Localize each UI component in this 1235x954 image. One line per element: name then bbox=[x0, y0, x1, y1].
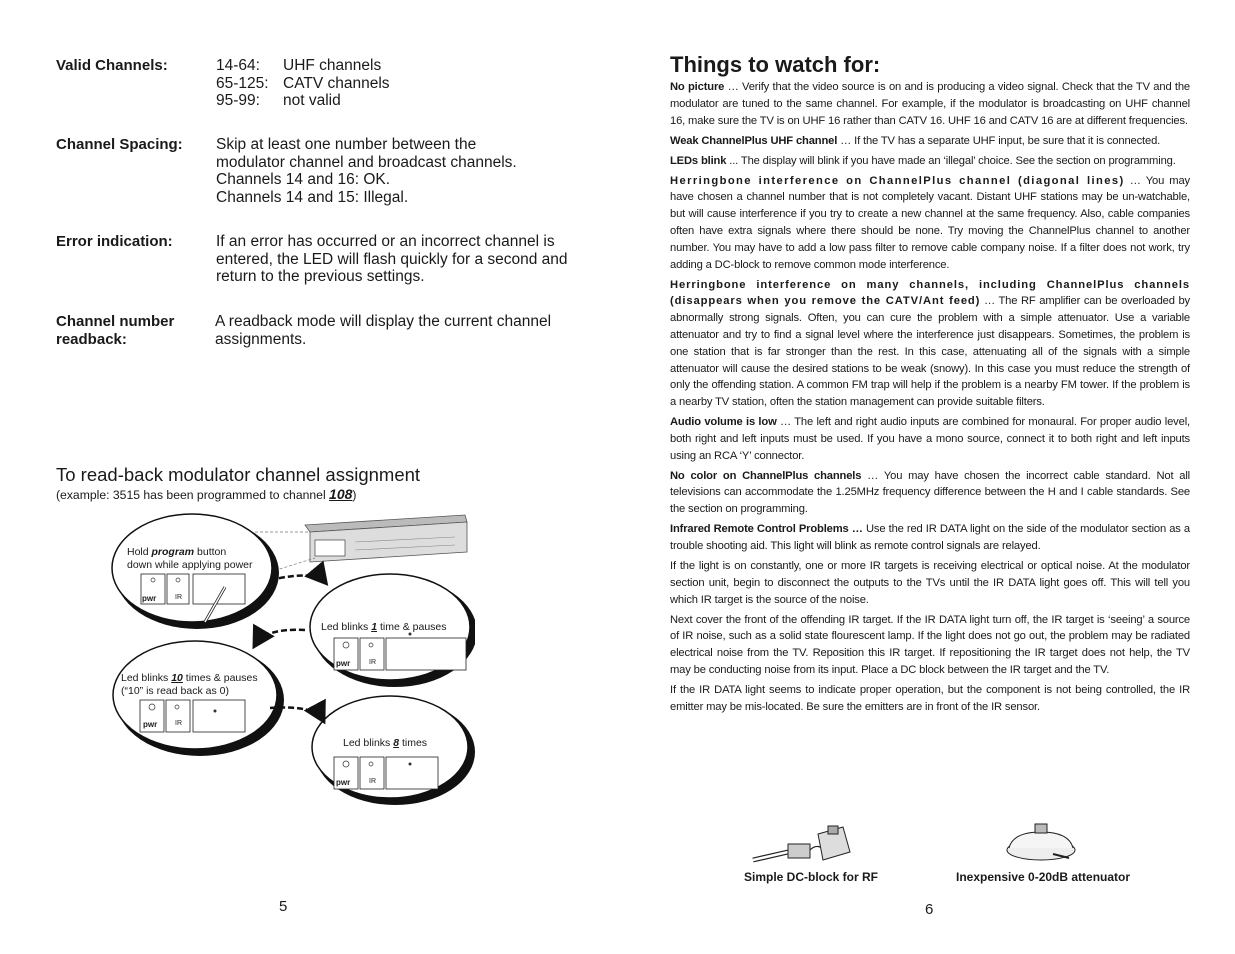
readback-section-title: To read-back modulator channel assignment bbox=[56, 464, 421, 485]
ir-label: IR bbox=[175, 720, 182, 727]
pwr-label: pwr bbox=[336, 778, 351, 787]
troubleshooting-paragraph: No picture … Verify that the video source is on and is producing a video signal. Check that the TV and the modulator are tuned to the same channel. For example, if the modulator is broadcasting on UHF channel 16, make sure the TV is on UHF 16 rather than CATV 16. UHF 16 and CATV 16 are at different frequencies. bbox=[670, 81, 1190, 127]
channel-spacing-label: Channel Spacing: bbox=[56, 136, 183, 153]
step4-text: Led blinks 8 times bbox=[343, 737, 428, 749]
ir-label: IR bbox=[175, 594, 182, 601]
step3-text: Led blinks 10 times & pauses (“10” is read back as 0) bbox=[121, 672, 258, 697]
troubleshooting-paragraph: Infrared Remote Control Problems … Use the red IR DATA light on the side of the modulator section as a trouble shooting aid. This light will blink as remote control signals are relayed. bbox=[670, 523, 1190, 553]
page-number-right: 6 bbox=[925, 901, 934, 918]
troubleshooting-paragraph: Herringbone interference on many channels, including ChannelPlus channels (disappears when you remove the CATV/Ant feed) … The RF amplifier can be overloaded by abnormally strong signals. Often, you can cure the problem with a simple attenuator. Use a variable attenuator and try to find a signal level where the interference just disappears. Sometimes, the problem is one station that is far stronger than the rest. In this case, attenuating all of the signals with a simple attenuator will cause the desired stations to be weak (snowy). In this case you must reduce the strength of only the offending station. A common FM trap will help if the problem is a nearby FM tower. If the problem is a nearby TV station, often the station management can provide suitable filters. bbox=[670, 278, 1190, 409]
troubleshooting-paragraph: No color on ChannelPlus channels … You may have chosen the incorrect cable standard. Not all televisions can accommodate the 1.25MHz frequency difference between the H and I cable standards. See the section on programming. bbox=[670, 469, 1190, 516]
troubleshooting-paragraphs bbox=[670, 79, 1190, 716]
page-number-left: 5 bbox=[279, 898, 288, 915]
troubleshooting-paragraph: Weak ChannelPlus UHF channel … If the TV has a separate UHF input, be sure that it is connected. bbox=[670, 134, 1161, 147]
ir-label: IR bbox=[369, 659, 376, 666]
attenuator-caption: Inexpensive 0-20dB attenuator bbox=[956, 870, 1131, 884]
dc-block-illustration bbox=[748, 822, 858, 870]
step2-text: Led blinks 1 time & pauses bbox=[321, 621, 447, 633]
readback-label: Channel number readback: bbox=[56, 313, 175, 348]
troubleshooting-paragraph: LEDs blink ... The display will blink if you have made an ‘illegal’ choice. See the section on programming. bbox=[670, 154, 1176, 167]
channel-row: 14-64: UHF channels bbox=[216, 57, 382, 74]
page-title: Things to watch for: bbox=[670, 52, 881, 77]
pwr-label: pwr bbox=[336, 659, 351, 668]
attenuator-illustration bbox=[1003, 822, 1083, 864]
troubleshooting-paragraph: Herringbone interference on ChannelPlus channel (diagonal lines) … You may have chosen a channel number that is not completely vacant. Distant UHF stations may be un-watchable, but will cause interference if you try to create a new channel at the same frequency. Also, cable companies often have extra signals where there should be none. Try moving the ChannelPlus channel to another number. You may have to add a low pass filter to remove cable company noise. If a filter does not work, try adding a DC-block to remove common mode interference. bbox=[670, 174, 1190, 271]
troubleshooting-paragraph: If the IR DATA light seems to indicate proper operation, but the component is not being controlled, the IR emitter may be mis-located. Be sure the emitters are in front of the IR sensor. bbox=[670, 683, 1190, 713]
dc-block-caption: Simple DC-block for RF bbox=[744, 870, 879, 884]
valid-channels-list bbox=[216, 57, 390, 110]
error-indication-text: If an error has occurred or an incorrect channel is entered, the LED will flash quickly for a second and return to the previous settings. bbox=[216, 233, 568, 285]
troubleshooting-paragraph: If the light is on constantly, one or more IR targets is receiving electrical or optical noise. At the modulator section unit, begin to disconnect the outputs to the TVs until the IR DATA light goes off. This will tell you which IR target is the source of the noise. bbox=[670, 560, 1190, 606]
step1-text: Hold program button down while applying power bbox=[127, 546, 253, 571]
error-indication-label: Error indication: bbox=[56, 233, 173, 250]
ir-label: IR bbox=[369, 778, 376, 785]
readback-section-subtitle: (example: 3515 has been programmed to channel 108) bbox=[56, 486, 357, 502]
readback-text: A readback mode will display the current channel assignments. bbox=[215, 313, 552, 348]
troubleshooting-paragraph: Next cover the front of the offending IR target. If the IR DATA light turn off, the IR target is ‘seeing’ a source of IR noise, such as a solid state flourescent lamp. If the light does not go out, the problem may be radiated electrical noise from the TV. Reposition this IR target. If repositioning the IR target does not help, the TV may be conducting noise from its input. Place a DC block between the IR target and the TV. bbox=[670, 613, 1190, 676]
modulator-unit-illustration bbox=[305, 515, 467, 562]
troubleshooting-section bbox=[670, 52, 1190, 719]
pwr-label: pwr bbox=[142, 594, 157, 603]
channel-row: 95-99: not valid bbox=[216, 92, 341, 109]
valid-channels-label: Valid Channels: bbox=[56, 57, 168, 74]
troubleshooting-paragraph: Audio volume is low … The left and right audio inputs are combined for monaural. For proper audio level, both right and left inputs must be used. If you have a mono source, connect it to both right and left inputs using an RCA ‘Y’ connector. bbox=[670, 416, 1190, 462]
pwr-label: pwr bbox=[143, 720, 158, 729]
channel-spacing-text: Skip at least one number between the modulator channel and broadcast channels. Channels 14 and 16: OK. Channels 14 and 15: Illegal. bbox=[216, 136, 517, 206]
channel-row: 65-125: CATV channels bbox=[216, 74, 390, 92]
